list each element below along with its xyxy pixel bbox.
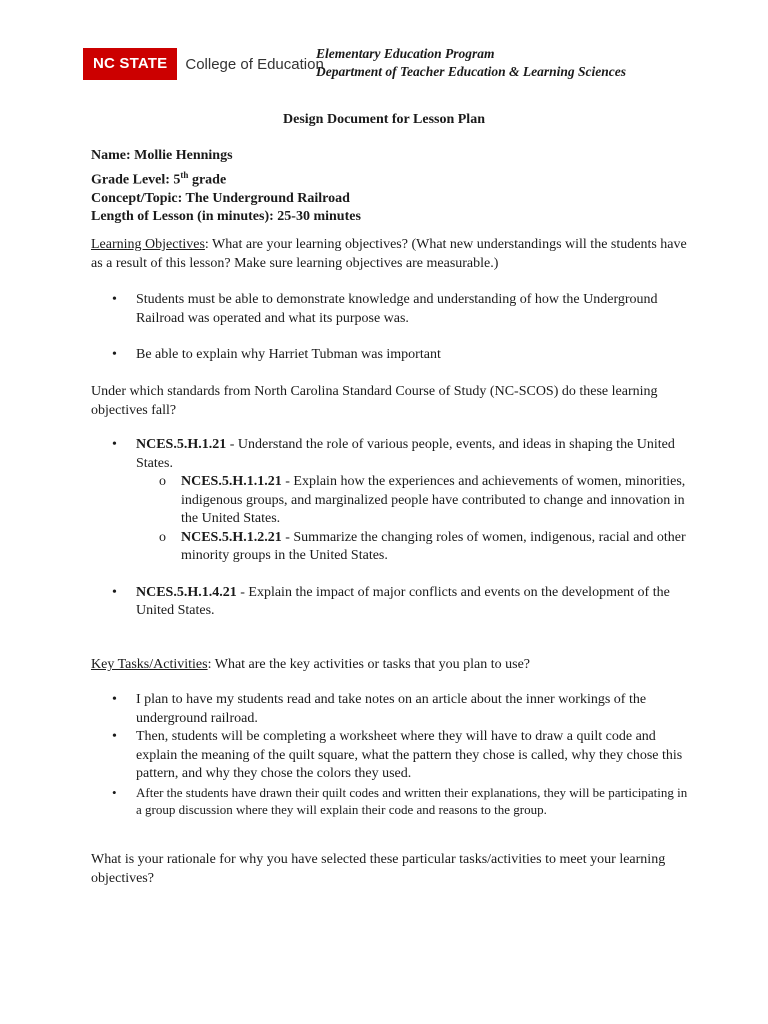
list-item-text: Students must be able to demonstrate knowledge and understanding of how the Underground Railroad was operated and what its purpose was. bbox=[136, 292, 658, 326]
tasks-colon: : bbox=[207, 657, 212, 672]
list-item bbox=[91, 346, 691, 365]
standard-code: NCES.5.H.1.21 bbox=[136, 437, 227, 452]
standard-text: - Understand the role of various people, events, and ideas in shaping the United States. bbox=[136, 437, 675, 471]
list-item bbox=[91, 436, 691, 473]
student-name: Name: Mollie Hennings bbox=[91, 148, 233, 163]
list-item bbox=[91, 584, 691, 621]
objectives-colon: : bbox=[204, 237, 209, 252]
bullet-icon: • bbox=[112, 729, 117, 744]
list-item bbox=[91, 728, 691, 784]
standard-code: NCES.5.H.1.4.21 bbox=[136, 584, 237, 600]
logo-text: College of Education bbox=[185, 55, 324, 73]
grade-level-sup: th bbox=[180, 169, 189, 180]
objectives-list bbox=[91, 291, 691, 365]
list-item-text: After the students have drawn their quilt codes and written their explanations, they will be participating in a group discussion where they will explain their code and reasons to the group. bbox=[136, 784, 688, 817]
list-item bbox=[91, 691, 691, 728]
standards-question: Under which standards from North Carolina Standard Course of Study (NC-SCOS) do these learning objectives fall? bbox=[91, 384, 658, 418]
standard-text: - Explain the impact of major conflicts and events on the development of the United States. bbox=[136, 584, 670, 618]
list-item-text: I plan to have my students read and take notes on an article about the inner workings of the underground railroad. bbox=[136, 692, 647, 726]
bullet-icon: • bbox=[112, 292, 117, 307]
rationale-question: What is your rationale for why you have selected these particular tasks/activities to meet your learning objectives? bbox=[91, 852, 666, 886]
grade-level-suffix: grade bbox=[188, 172, 227, 188]
department-name: Department of Teacher Education & Learning Sciences bbox=[316, 64, 626, 79]
list-item bbox=[91, 473, 691, 529]
objectives-prompt-text: What are your learning objectives? (What new understandings will the students have as a result of this lesson? Make sure learning objectives are measurable.) bbox=[91, 237, 687, 271]
grade-level-label: Grade Level: 5 bbox=[91, 172, 181, 188]
list-item-text: Be able to explain why Harriet Tubman was important bbox=[136, 347, 441, 362]
ncstate-logo bbox=[83, 48, 324, 80]
tasks-prompt-text: What are the key activities or tasks that you plan to use? bbox=[211, 657, 531, 672]
tasks-heading: Key Tasks/Activities bbox=[91, 657, 208, 672]
tasks-list bbox=[91, 691, 691, 819]
tasks-prompt bbox=[91, 656, 691, 675]
standard-text: - Summarize the changing roles of women, indigenous, racial and other minority groups in the United States. bbox=[181, 529, 686, 563]
concept-topic: Concept/Topic: The Underground Railroad bbox=[91, 190, 350, 206]
standards-list bbox=[91, 436, 691, 621]
sub-bullet-icon: o bbox=[159, 529, 166, 545]
bullet-icon: • bbox=[112, 437, 117, 452]
header-program-info bbox=[316, 45, 626, 81]
bullet-icon: • bbox=[112, 784, 117, 800]
standard-text: - Explain how the experiences and achievements of women, minorities, indigenous groups, and marginalized people have contributed to change and innovation in the United States. bbox=[181, 474, 686, 526]
list-item bbox=[91, 529, 691, 566]
bullet-icon: • bbox=[112, 584, 117, 600]
standard-code: NCES.5.H.1.1.21 bbox=[181, 474, 282, 489]
bullet-icon: • bbox=[112, 692, 117, 707]
program-name: Elementary Education Program bbox=[316, 46, 495, 61]
page-title: Design Document for Lesson Plan bbox=[283, 112, 485, 127]
list-item-text: Then, students will be completing a worksheet where they will have to draw a quilt code and explain the meaning of the quilt square, what the pattern they chose is called, why they chose this pattern, and why they chose the colors they used. bbox=[136, 729, 683, 781]
objectives-prompt bbox=[91, 236, 691, 273]
objectives-heading: Learning Objectives bbox=[91, 237, 205, 252]
logo-badge: NC STATE bbox=[83, 48, 177, 80]
lesson-info bbox=[91, 147, 361, 227]
grade-level bbox=[91, 166, 361, 190]
bullet-icon: • bbox=[112, 347, 117, 362]
standard-code: NCES.5.H.1.2.21 bbox=[181, 529, 282, 545]
sub-bullet-icon: o bbox=[159, 474, 166, 489]
list-item bbox=[91, 784, 691, 819]
lesson-length: Length of Lesson (in minutes): 25-30 minutes bbox=[91, 209, 361, 225]
list-item bbox=[91, 291, 691, 328]
